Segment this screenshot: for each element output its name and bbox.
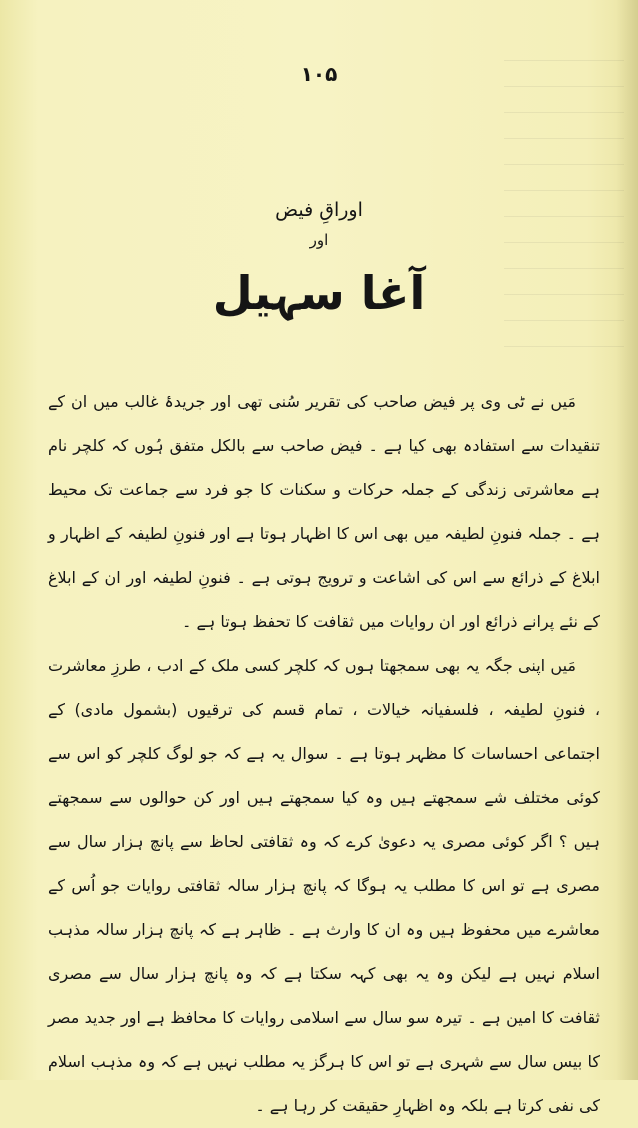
chapter-title: آغا سہیل (212, 266, 426, 320)
page-gutter-shadow (616, 0, 638, 1080)
paragraph: مَیں اپنی جگہ یہ بھی سمجھتا ہوں کہ کلچر کسی ملک کے ادب ، طرزِ معاشرت ، فنونِ لطیفہ ، فلسفیانہ خیالات ، تمام قسم کی ترقیوں (بشمول مادی) کے اجتماعی احساسات کا مظہر ہوتا ہے ۔ سوال یہ ہے کہ جو لوگ کلچر کو اس سے کوئی مختلف شے سمجھتے ہیں وہ کیا سمجھتے ہیں اور کن حوالوں سے سمجھتے ہیں ؟ اگر کوئی مصری یہ دعویٰ کرے کہ وہ ثقافتی لحاظ سے پانچ ہزار سال سے مصری ہے تو اس کا مطلب یہ ہوگا کہ پانچ ہزار سالہ ثقافتی روایات جو اُس کے معاشرے میں محفوظ ہیں وہ ان کا وارث ہے ۔ ظاہر ہے کہ پانچ ہزار سالہ مذہب اسلام نہیں ہے لیکن وہ یہ بھی کہہ سکتا ہے کہ وہ پانچ ہزار سال سے مصری ثقافت کا امین ہے ۔ تیرہ سو سال سے اسلامی روایات کا محافظ ہے اور جدید مصر کا بیس سال سے شہری ہے تو اس کا ہرگز یہ مطلب نہیں ہے کہ وہ مذہب اسلام کی نفی کرتا ہے بلکہ وہ اظہارِ حقیقت کر رہا ہے ۔ (48, 656, 600, 1115)
chapter-subtitle: اوراقِ فیض (275, 199, 363, 221)
chapter-conjunction: اور (309, 231, 329, 249)
page-number: ۱۰۵ (300, 62, 338, 86)
paragraph: مَیں نے ٹی وی پر فیض صاحب کی تقریر سُنی تھی اور جریدۂ غالب میں ان کے تنقیدات سے استفادہ بھی کیا ہے ۔ فیض صاحب سے بالکل متفق ہُوں کہ کلچر نام ہے معاشرتی زندگی کے جملہ حرکات و سکنات کا جو فرد سے جماعت تک محیط ہے ۔ جملہ فنونِ لطیفہ میں بھی اس کا اظہار ہوتا ہے اور فنونِ لطیفہ کے اظہار و ابلاغ کے ذرائع سے اس کی اشاعت و ترویج ہوتی ہے ۔ فنونِ لطیفہ اور ان کے ابلاغ کے نئے پرانے ذرائع اور ان روایات میں ثقافت کا تحفظ ہوتا ہے ۔ (48, 392, 600, 631)
chapter-heading (0, 196, 638, 324)
body-text (48, 380, 600, 1128)
